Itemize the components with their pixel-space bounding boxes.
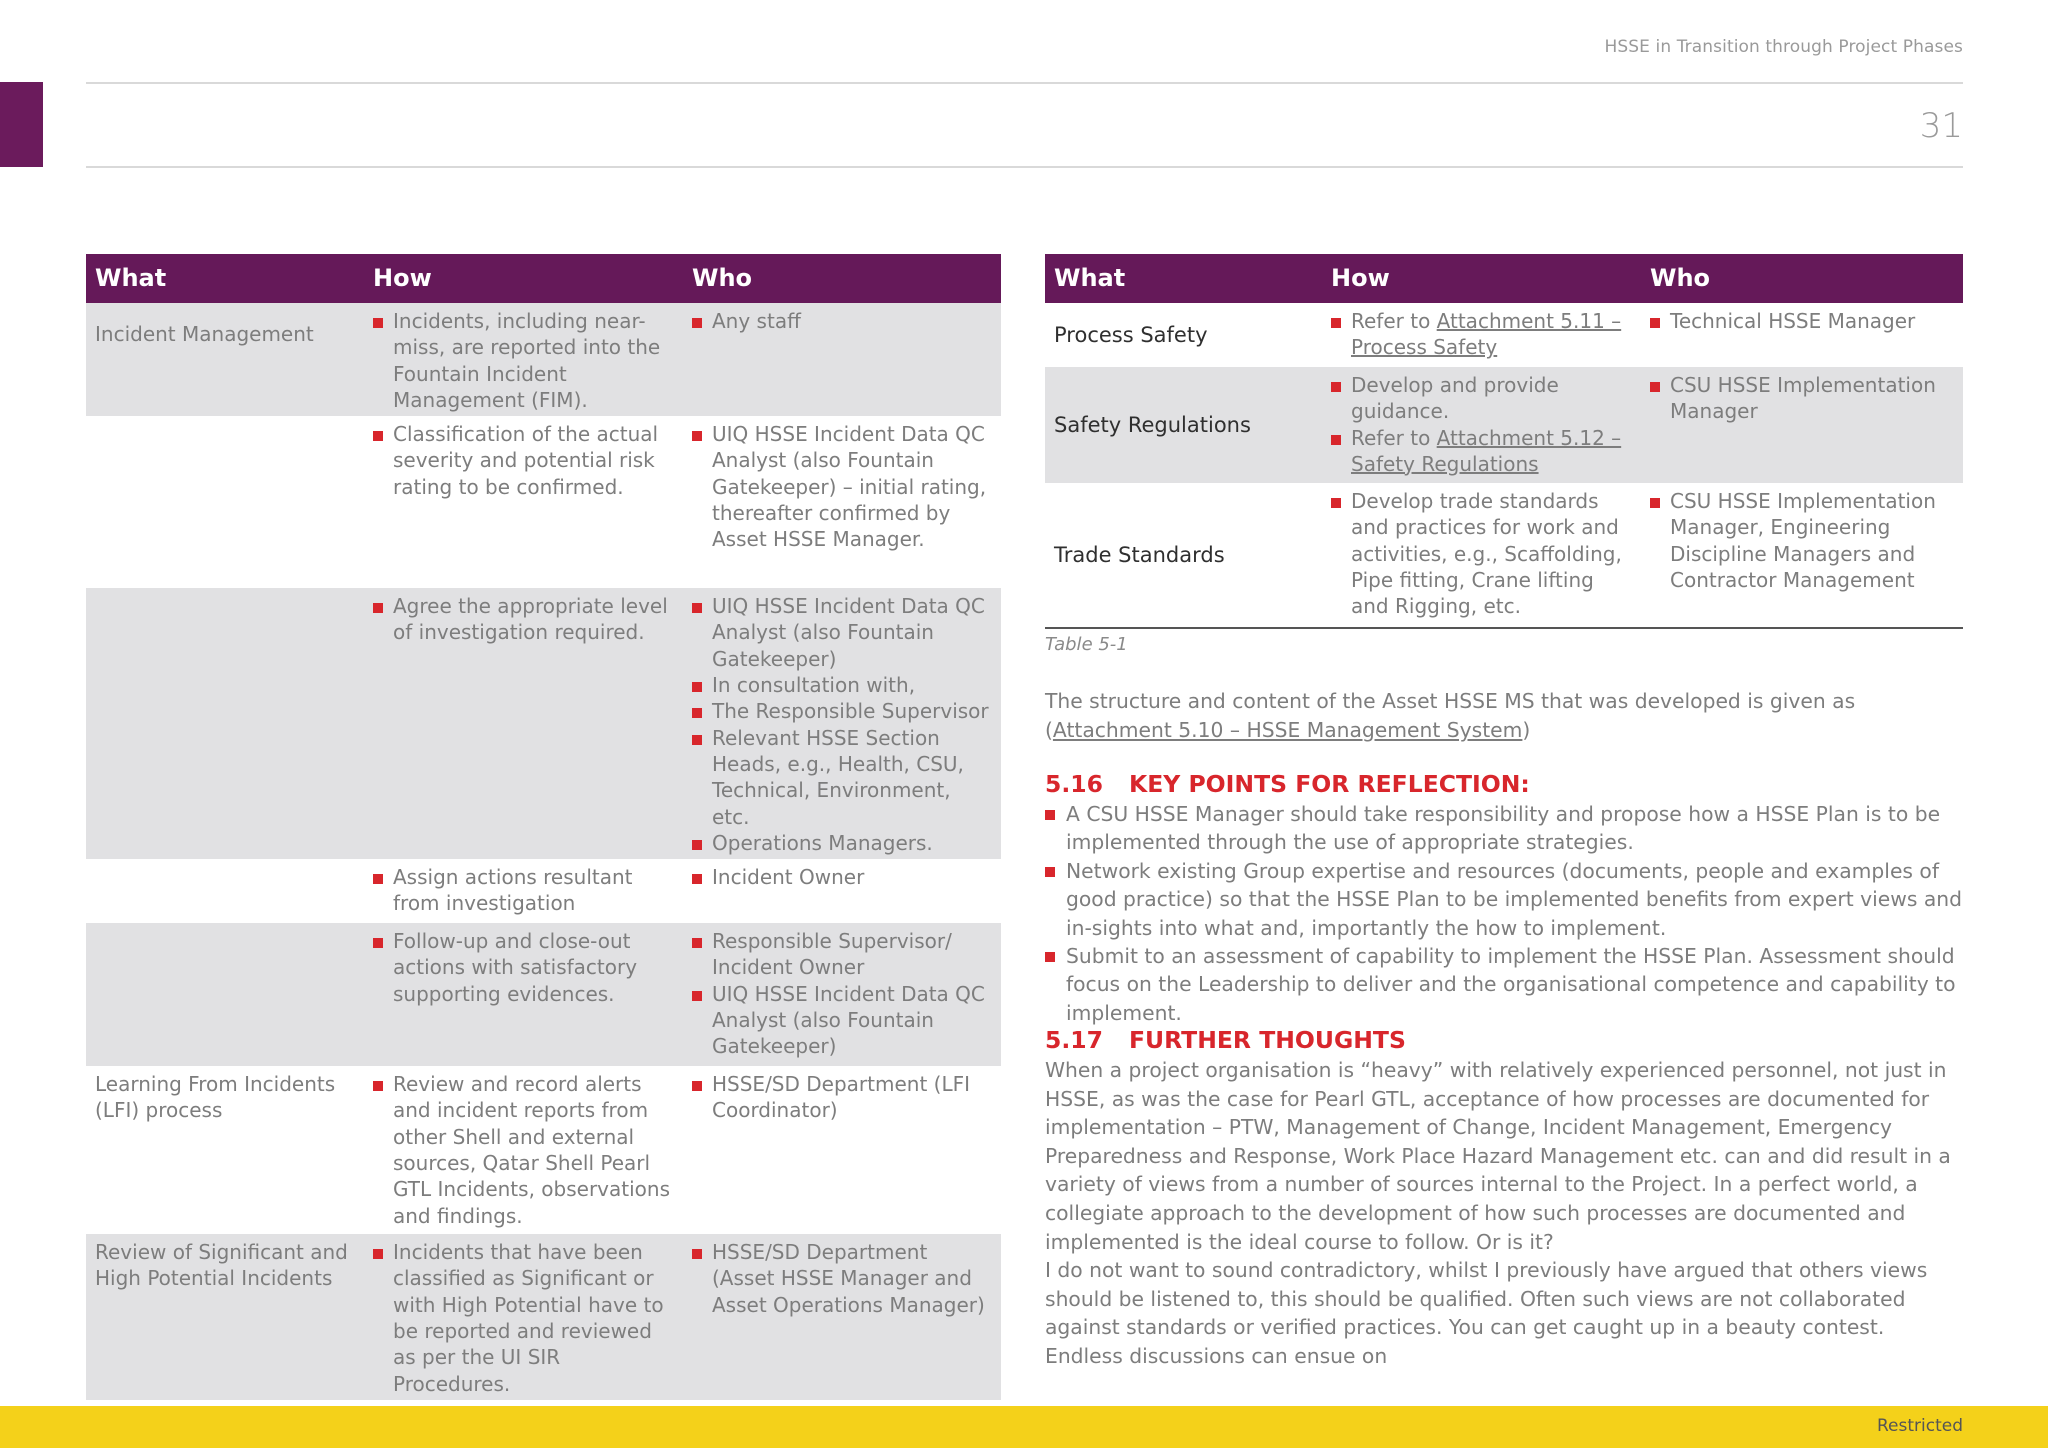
section-number: 5.17 (1045, 1026, 1103, 1054)
attachment-5-12-link[interactable]: Attachment 5.12 – Safety Regulations (1351, 425, 1622, 476)
list-item: Agree the appropriate level of investigation required. (373, 593, 674, 646)
row-what: Review of Significant and High Potential Incidents (86, 1234, 364, 1400)
further-thoughts-paragraph-2: I do not want to sound contradictory, whilst I previously have argued that others views should be listened to, this should be qualified. Often such views are not collaborated against standards or verified practices. You can get caught up in a beauty contest. Endless discussions can ensue on (1045, 1258, 1928, 1368)
row-what: Trade Standards (1045, 483, 1322, 628)
row-how (1322, 367, 1641, 483)
row-how (364, 859, 683, 923)
row-who (683, 859, 1001, 923)
row-what: Safety Regulations (1045, 367, 1322, 483)
column-header-what: What (1045, 254, 1322, 303)
table-row (86, 588, 1001, 859)
key-points-list (1045, 800, 1963, 1027)
page-number: 31 (1919, 106, 1963, 146)
list-item: HSSE/SD Department (Asset HSSE Manager and Asset Operations Manager) (692, 1239, 992, 1318)
list-item: A CSU HSSE Manager should take responsibility and propose how a HSSE Plan is to be implemented through the use of appropriate strategies. (1045, 800, 1963, 857)
table-row (86, 923, 1001, 1066)
row-what (86, 859, 364, 923)
incident-management-table (86, 254, 1001, 1400)
side-tab-marker (0, 82, 43, 167)
row-who (1641, 367, 1963, 483)
list-item: Submit to an assessment of capability to implement the HSSE Plan. Assessment should focus on the Leadership to deliver and the organisational competence and capability to implement. (1045, 942, 1963, 1027)
intro-paragraph (1045, 687, 1963, 744)
attachment-5-10-link[interactable]: Attachment 5.10 – HSSE Management System (1052, 717, 1523, 742)
list-item: Relevant HSSE Section Heads, e.g., Health, CSU, Technical, Environment, etc. (692, 725, 992, 830)
refer-to-text: Refer to (1351, 425, 1437, 450)
list-item: Follow-up and close-out actions with satisfactory supporting evidences. (373, 928, 674, 1007)
list-item: Review and record alerts and incident reports from other Shell and external sources, Qatar Shell Pearl GTL Incidents, observations and findings. (373, 1071, 674, 1229)
table-row (86, 1234, 1001, 1400)
table-header-row (86, 254, 1001, 303)
list-item: Any staff (692, 308, 992, 334)
further-thoughts-paragraph-1: When a project organisation is “heavy” with relatively experienced personnel, not just in HSSE, as was the case for Pearl GTL, acceptance of how processes are documented for implementation – PTW, Management of Change, Incident Management, Emergency Preparedness and Response, Work Place Hazard Management etc. can and did result in a variety of views from a number of sources internal to the Project. In a perfect world, a collegiate approach to the development of how such processes are documented and implemented is the ideal course to follow. Or is it? (1045, 1058, 1951, 1254)
table-row (86, 303, 1001, 416)
footer-band (0, 1406, 2048, 1448)
list-item: Assign actions resultant from investigation (373, 864, 674, 917)
column-header-who: Who (1641, 254, 1963, 303)
row-who (683, 1234, 1001, 1400)
row-what: Process Safety (1054, 322, 1208, 347)
row-how (364, 923, 683, 1066)
row-how (364, 588, 683, 859)
list-item: Responsible Supervisor/ Incident Owner (692, 928, 992, 981)
refer-to-text: Refer to (1351, 309, 1437, 333)
table-row (1045, 303, 1963, 367)
table-row (1045, 483, 1963, 628)
list-item: In consultation with, (692, 672, 992, 698)
column-header-how: How (364, 254, 683, 303)
row-how (364, 416, 683, 588)
intro-suffix: ) (1522, 717, 1531, 742)
list-item: Incident Owner (692, 864, 992, 890)
table-row (86, 1066, 1001, 1234)
row-how (1322, 483, 1641, 628)
list-item: Incidents that have been classified as Significant or with High Potential have to be reported and reviewed as per the UI SIR Procedures. (373, 1239, 674, 1397)
list-item (1331, 425, 1632, 478)
row-who (683, 416, 1001, 588)
row-how (364, 1066, 683, 1234)
section-heading-5-16 (1045, 770, 1530, 798)
column-header-what: What (86, 254, 364, 303)
header-rule-bottom (86, 166, 1963, 168)
row-who (683, 923, 1001, 1066)
classification-label: Restricted (1876, 1416, 1963, 1436)
list-item (1331, 308, 1632, 361)
table-caption: Table 5-1 (1045, 634, 1128, 655)
table-header-row (1045, 254, 1963, 303)
row-who (1641, 483, 1963, 628)
intro-text: The structure and content of the Asset HSSE MS that was developed is given as ( (1045, 689, 1856, 742)
list-item: Develop and provide guidance. (1331, 372, 1632, 425)
section-title: KEY POINTS FOR REFLECTION: (1129, 770, 1530, 798)
row-who (1641, 303, 1963, 367)
row-what (86, 923, 364, 1066)
row-who (683, 303, 1001, 416)
list-item: Network existing Group expertise and resources (documents, people and examples of good practice) so that the HSSE Plan to be implemented benefits from expert views and in-sights into what and, importantly the how to implement. (1045, 857, 1963, 942)
row-who (683, 1066, 1001, 1234)
list-item: CSU HSSE Implementation Manager (1650, 372, 1954, 425)
section-title: FURTHER THOUGHTS (1129, 1026, 1406, 1054)
header-rule-top (86, 82, 1963, 84)
table-row (1045, 367, 1963, 483)
table-row (86, 416, 1001, 588)
row-how (1322, 303, 1641, 367)
list-item: UIQ HSSE Incident Data QC Analyst (also Fountain Gatekeeper) (692, 593, 992, 672)
list-item: UIQ HSSE Incident Data QC Analyst (also Fountain Gatekeeper) – initial rating, thereafter confirmed by Asset HSSE Manager. (692, 421, 992, 552)
list-item: UIQ HSSE Incident Data QC Analyst (also Fountain Gatekeeper) (692, 981, 992, 1060)
column-header-who: Who (683, 254, 1001, 303)
row-what: Incident Management (86, 303, 364, 416)
row-what: Learning From Incidents (LFI) process (95, 1072, 336, 1123)
list-item: CSU HSSE Implementation Manager, Engineering Discipline Managers and Contractor Management (1650, 488, 1954, 593)
row-how (364, 1234, 683, 1400)
row-what (86, 416, 364, 588)
list-item: The Responsible Supervisor (692, 698, 992, 724)
row-what (86, 588, 364, 859)
list-item: HSSE/SD Department (LFI Coordinator) (692, 1071, 992, 1124)
row-how (364, 303, 683, 416)
table-row (86, 859, 1001, 923)
list-item: Incidents, including near-miss, are reported into the Fountain Incident Management (FIM). (373, 308, 674, 413)
list-item: Classification of the actual severity and potential risk rating to be confirmed. (373, 421, 674, 500)
section-heading-5-17 (1045, 1026, 1406, 1054)
safety-standards-table (1045, 254, 1963, 629)
list-item: Develop trade standards and practices for work and activities, e.g., Scaffolding, Pipe fitting, Crane lifting and Rigging, etc. (1331, 488, 1632, 619)
column-header-how: How (1322, 254, 1641, 303)
running-header: HSSE in Transition through Project Phases (1604, 37, 1963, 57)
attachment-5-11-link[interactable]: Attachment 5.11 – Process Safety (1351, 309, 1622, 360)
section-number: 5.16 (1045, 770, 1103, 798)
list-item: Technical HSSE Manager (1650, 308, 1954, 334)
row-who (683, 588, 1001, 859)
list-item: Operations Managers. (692, 830, 992, 856)
